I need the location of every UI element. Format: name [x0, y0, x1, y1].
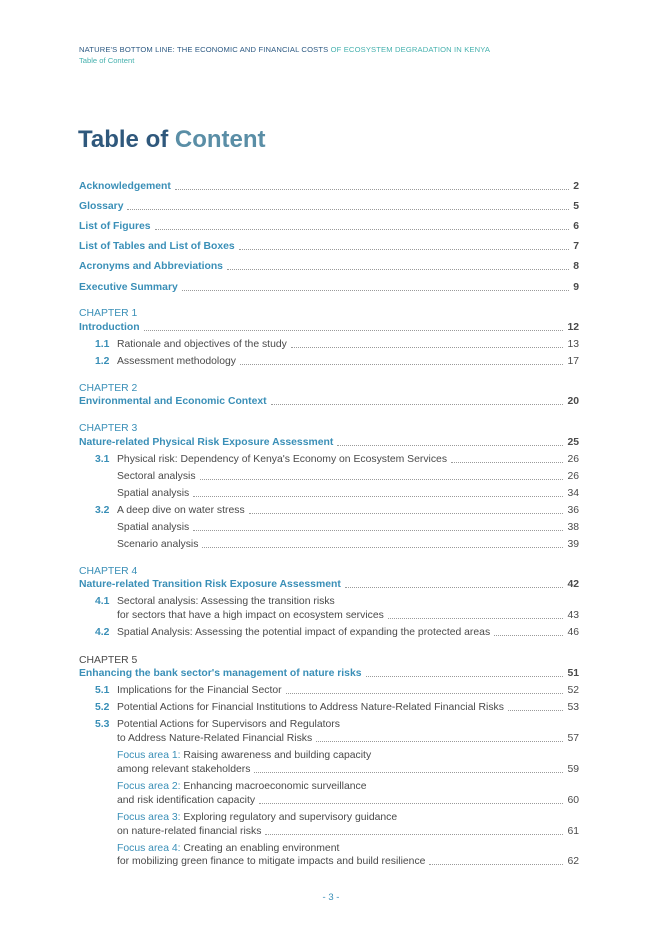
toc-entry-text: A deep dive on water stress	[117, 505, 245, 516]
chapter-label: CHAPTER 1	[79, 308, 138, 319]
toc-focus-area-line2[interactable]	[79, 794, 579, 807]
toc-chapter-title[interactable]	[79, 667, 579, 680]
toc-entry-text: List of Tables and List of Boxes	[79, 241, 235, 252]
focus-area-text: Enhancing macroeconomic surveillance	[180, 781, 367, 792]
toc-page-number: 57	[567, 733, 579, 744]
leader-dots	[249, 513, 564, 514]
leader-dots	[200, 479, 564, 480]
toc-page-number: 9	[573, 282, 579, 293]
toc-entry-text: Scenario analysis	[117, 539, 199, 550]
toc-subsection[interactable]	[79, 487, 579, 500]
leader-dots	[508, 710, 563, 711]
toc-page-number: 5	[573, 201, 579, 212]
toc-section[interactable]	[79, 355, 579, 368]
leader-dots	[254, 772, 563, 773]
toc-page-number: 6	[573, 221, 579, 232]
section-number: 3.1	[95, 454, 110, 465]
toc-section-line2[interactable]	[79, 609, 579, 622]
toc-focus-area-line1[interactable]	[79, 842, 579, 855]
toc-entry-text: Assessment methodology	[117, 356, 236, 367]
toc-focus-area-line2[interactable]	[79, 855, 579, 868]
toc-section[interactable]	[79, 504, 579, 517]
toc-page-number: 25	[567, 437, 579, 448]
toc-entry-list-of-tables[interactable]	[79, 240, 579, 253]
toc-entry-text: Nature-related Physical Risk Exposure Assessment	[79, 437, 334, 448]
leader-dots	[345, 587, 564, 588]
leader-dots	[265, 834, 563, 835]
toc-section[interactable]	[79, 338, 579, 351]
page-title	[78, 126, 266, 154]
toc-entry-text: Sectoral analysis: Assessing the transition risks	[117, 596, 335, 607]
toc-subsection[interactable]	[79, 470, 579, 483]
page-title-word1: Table of	[78, 126, 169, 153]
toc-page-number: 20	[567, 396, 579, 407]
chapter-label: CHAPTER 4	[79, 566, 138, 577]
focus-area-text: Creating an enabling environment	[180, 843, 340, 854]
toc-section[interactable]	[79, 626, 579, 639]
running-header-title	[79, 45, 490, 54]
toc-entry-text: Acknowledgement	[79, 181, 171, 192]
toc-chapter-title[interactable]	[79, 321, 579, 334]
focus-area-text: Raising awareness and building capacity	[180, 750, 372, 761]
leader-dots	[227, 269, 569, 270]
leader-dots	[155, 229, 570, 230]
toc-entry-text: Acronyms and Abbreviations	[79, 261, 223, 272]
leader-dots	[127, 209, 569, 210]
toc-entry-acknowledgement[interactable]	[79, 180, 579, 193]
chapter-label: CHAPTER 2	[79, 383, 138, 394]
running-header-part1: NATURE'S BOTTOM LINE: THE ECONOMIC AND FINANCIAL COSTS	[79, 45, 331, 54]
leader-dots	[259, 803, 563, 804]
leader-dots	[286, 693, 564, 694]
section-number: 4.1	[95, 596, 110, 607]
focus-area-label: Focus area 1:	[117, 750, 181, 761]
toc-entry-text: Enhancing the bank sector's management of nature risks	[79, 668, 362, 679]
toc-chapter-title[interactable]	[79, 395, 579, 408]
toc-entry-text: Potential Actions for Financial Institutions to Address Nature-Related Financial Risks	[117, 702, 504, 713]
leader-dots	[240, 364, 563, 365]
toc-subsection[interactable]	[79, 538, 579, 551]
leader-dots	[494, 635, 563, 636]
toc-entry-text: Introduction	[79, 322, 140, 333]
toc-entry-text: Nature-related Transition Risk Exposure Assessment	[79, 579, 341, 590]
toc-page-number: 36	[567, 505, 579, 516]
leader-dots	[451, 462, 563, 463]
toc-page-number: 38	[567, 522, 579, 533]
leader-dots	[291, 347, 564, 348]
toc-entry-text: Physical risk: Dependency of Kenya's Economy on Ecosystem Services	[117, 454, 448, 465]
toc-subsection[interactable]	[79, 521, 579, 534]
leader-dots	[202, 547, 563, 548]
leader-dots	[193, 530, 563, 531]
leader-dots	[337, 445, 563, 446]
toc-page-number: 52	[567, 685, 579, 696]
toc-page-number: 39	[567, 539, 579, 550]
section-number: 5.2	[95, 702, 110, 713]
chapter-label: CHAPTER 5	[79, 655, 138, 666]
page-number-footer: - 3 -	[322, 892, 340, 903]
toc-page-number: 51	[567, 668, 579, 679]
toc-entry-text	[117, 780, 367, 793]
section-number: 1.1	[95, 339, 110, 350]
toc-entry-glossary[interactable]	[79, 200, 579, 213]
toc-page-number: 46	[567, 627, 579, 638]
toc-entry-list-of-figures[interactable]	[79, 220, 579, 233]
toc-page-number: 12	[567, 322, 579, 333]
toc-page-number: 59	[567, 764, 579, 775]
leader-dots	[239, 249, 570, 250]
leader-dots	[366, 676, 564, 677]
leader-dots	[193, 496, 563, 497]
toc-entry-text	[117, 842, 339, 855]
toc-entry-text: Spatial Analysis: Assessing the potential impact of expanding the protected areas	[117, 627, 491, 638]
toc-page-number: 42	[567, 579, 579, 590]
toc-focus-area-line1[interactable]	[79, 811, 579, 824]
toc-page-number: 60	[567, 795, 579, 806]
focus-area-label: Focus area 3:	[117, 812, 181, 823]
toc-focus-area-line2[interactable]	[79, 825, 579, 838]
leader-dots	[316, 741, 563, 742]
leader-dots	[182, 290, 569, 291]
toc-chapter-title[interactable]	[79, 578, 579, 591]
section-number: 5.1	[95, 685, 110, 696]
toc-page-number: 8	[573, 261, 579, 272]
toc-entry-text	[117, 749, 371, 762]
running-header-part2: OF ECOSYSTEM DEGRADATION IN KENYA	[330, 45, 491, 54]
toc-page-number: 17	[567, 356, 579, 367]
toc-section[interactable]	[79, 701, 579, 714]
toc-page-number: 26	[567, 471, 579, 482]
leader-dots	[175, 189, 569, 190]
leader-dots	[271, 404, 564, 405]
toc-section-line2[interactable]	[79, 732, 579, 745]
section-number: 4.2	[95, 627, 110, 638]
toc-entry-text: Sectoral analysis	[117, 471, 196, 482]
toc-section-line1[interactable]	[79, 595, 579, 608]
toc-entry-text: List of Figures	[79, 221, 151, 232]
toc-focus-area-line2[interactable]	[79, 763, 579, 776]
leader-dots	[388, 618, 564, 619]
toc-page-number: 2	[573, 181, 579, 192]
toc-section[interactable]	[79, 684, 579, 697]
toc-entry-text: Environmental and Economic Context	[79, 396, 267, 407]
toc-chapter-title[interactable]	[79, 436, 579, 449]
toc-page-number: 43	[567, 610, 579, 621]
toc-entry-executive-summary[interactable]	[79, 281, 579, 294]
chapter-label: CHAPTER 3	[79, 423, 138, 434]
page-title-word2: Content	[174, 126, 266, 153]
toc-entry-text: Rationale and objectives of the study	[117, 339, 287, 350]
leader-dots	[429, 864, 563, 865]
toc-page-number: 7	[573, 241, 579, 252]
toc-entry-text	[117, 811, 397, 824]
toc-entry-text: Spatial analysis	[117, 522, 190, 533]
toc-entry-text: Spatial analysis	[117, 488, 190, 499]
toc-entry-text: Potential Actions for Supervisors and Regulators	[117, 719, 340, 730]
toc-page-number: 34	[567, 488, 579, 499]
leader-dots	[144, 330, 564, 331]
toc-entry-acronyms[interactable]	[79, 260, 579, 273]
toc-entry-text: Executive Summary	[79, 282, 178, 293]
toc-entry-text: among relevant stakeholders	[117, 764, 251, 775]
toc-entry-text: on nature-related financial risks	[117, 826, 262, 837]
toc-section-line1[interactable]	[79, 718, 579, 731]
focus-area-label: Focus area 4:	[117, 843, 181, 854]
section-number: 3.2	[95, 505, 110, 516]
focus-area-label: Focus area 2:	[117, 781, 181, 792]
toc-entry-text: for mobilizing green finance to mitigate impacts and build resilience	[117, 856, 426, 867]
toc-page-number: 13	[567, 339, 579, 350]
toc-entry-text: Implications for the Financial Sector	[117, 685, 282, 696]
toc-entry-text: and risk identification capacity	[117, 795, 256, 806]
section-number: 1.2	[95, 356, 110, 367]
focus-area-text: Exploring regulatory and supervisory guidance	[180, 812, 398, 823]
toc-page-number: 62	[567, 856, 579, 867]
toc-entry-text: to Address Nature-Related Financial Risks	[117, 733, 313, 744]
toc-focus-area-line1[interactable]	[79, 749, 579, 762]
toc-entry-text: for sectors that have a high impact on ecosystem services	[117, 610, 384, 621]
section-number: 5.3	[95, 719, 110, 730]
toc-page-number: 61	[567, 826, 579, 837]
toc-entry-text: Glossary	[79, 201, 124, 212]
toc-page-number: 53	[567, 702, 579, 713]
toc-page-number: 26	[567, 454, 579, 465]
toc-focus-area-line1[interactable]	[79, 780, 579, 793]
running-header-section: Table of Content	[79, 56, 135, 65]
toc-section[interactable]	[79, 453, 579, 466]
